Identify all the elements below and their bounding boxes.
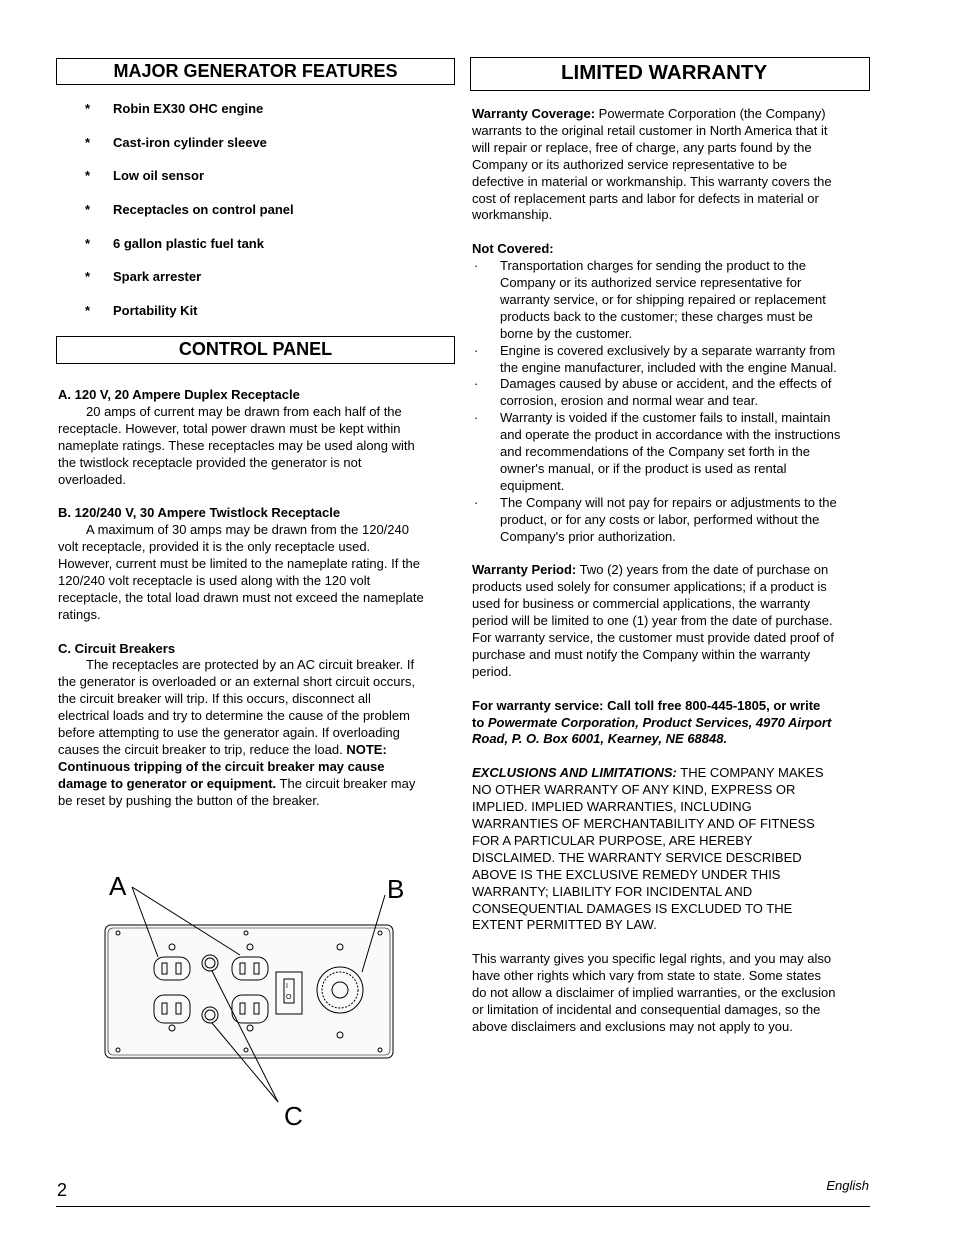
warranty-heading (470, 57, 870, 91)
service-line (472, 715, 872, 732)
callout-b: B (387, 874, 405, 904)
control-panel-diagram (100, 865, 405, 1135)
text-line: be reset by pushing the button of the breaker. (58, 792, 320, 808)
exclusions-label: EXCLUSIONS AND LIMITATIONS: (472, 765, 677, 781)
text-line: owner's manual, or if the product is used as rental (500, 461, 787, 477)
feature-item (85, 236, 264, 251)
text-line: However, current must be limited to the nameplate rating. If the (58, 556, 421, 572)
text-line: equipment. (500, 477, 565, 493)
text-line: corrosion, erosion and normal wear and tear. (500, 393, 758, 409)
bullet-dot: · (474, 376, 479, 392)
text-line: defective in material or workmanship. This warranty covers the (472, 173, 832, 189)
text-line: products used solely for consumer applications; if a product is (472, 579, 827, 595)
address-text: Road, P. O. Box 6001, Kearney, NE 68848. (472, 731, 728, 747)
text-line: or limitation of incidental and consequential damages, so the (472, 1001, 821, 1017)
list-item (472, 410, 872, 495)
bullet-star: * (85, 202, 91, 217)
text-line: Damages caused by abuse or accident, and the effects of (500, 376, 832, 392)
text-line: receptacle. However, total power drawn must be kept within (58, 420, 401, 436)
text-line (472, 562, 872, 579)
section-a-heading: A. 120 V, 20 Ampere Duplex Receptacle (58, 387, 300, 402)
feature-label: Low oil sensor (113, 168, 205, 183)
text-line: above disclaimers and exclusions may not apply to you. (472, 1018, 793, 1034)
list-item (472, 343, 872, 377)
text-span: The circuit breaker may (276, 775, 416, 791)
text-line: FOR A PARTICULAR PURPOSE, ARE HEREBY (472, 832, 753, 848)
feature-item (85, 202, 294, 217)
bullet-star: * (85, 135, 91, 150)
text-line: will repair or replace, free of charge, any parts found by the (472, 139, 812, 155)
bullet-star: * (85, 236, 91, 251)
text-line: Company's prior authorization. (500, 528, 676, 544)
switch-off-label: O (286, 994, 292, 1001)
control-panel-text (58, 387, 458, 810)
features-title: MAJOR GENERATOR FEATURES (113, 61, 398, 81)
service-line: For warranty service: Call toll free 800-445-1805, or write (472, 697, 821, 713)
text-line: 20 amps of current may be drawn from each half of the (86, 403, 402, 419)
text-line: The receptacles are protected by an AC circuit breaker. If (86, 657, 415, 673)
text-line: For warranty service, the customer must provide dated proof of (472, 630, 834, 646)
feature-item (85, 135, 267, 150)
text-line (58, 742, 458, 759)
bullet-dot: · (474, 410, 479, 426)
warranty-title: LIMITED WARRANTY (561, 61, 768, 84)
text-line: Transportation charges for sending the product to the (500, 258, 806, 274)
bullet-dot: · (474, 342, 479, 358)
text-span: Two (2) years from the date of purchase on (576, 562, 829, 578)
text-line (472, 106, 872, 123)
coverage-label: Warranty Coverage: (472, 106, 596, 121)
text-span: to (472, 714, 488, 730)
page-number: 2 (57, 1180, 68, 1200)
bullet-star: * (85, 168, 91, 183)
text-line: period will be limited to one (1) year from the date of purchase. (472, 613, 833, 629)
text-line: Company or its authorized service representative to be (472, 156, 788, 172)
text-line: NO OTHER WARRANTY OF ANY KIND, EXPRESS OR (472, 782, 796, 798)
text-line: EXTENT PERMITTED BY LAW. (472, 917, 657, 933)
text-line: The Company will not pay for repairs or adjustments to the (500, 494, 837, 510)
text-line: have other rights which vary from state to state. Some states (472, 968, 821, 984)
period-label: Warranty Period: (472, 562, 577, 578)
text-line: receptacle, the total load drawn must not exceed the nameplate (58, 589, 424, 605)
bullet-star: * (85, 269, 91, 284)
text-line: purchase and must notify the Company within the warranty (472, 646, 811, 662)
feature-item (85, 303, 198, 318)
text-line: This warranty gives you specific legal rights, and you may also (472, 951, 832, 967)
feature-item (85, 269, 201, 284)
text-line: borne by the customer. (500, 325, 633, 341)
text-line: overloaded. (58, 471, 126, 487)
feature-item (85, 168, 204, 183)
text-line: nameplate ratings. These receptacles may be used along with (58, 437, 415, 453)
feature-label: Robin EX30 OHC engine (113, 101, 264, 116)
text-line: and operate the product in accordance with the instructions (500, 427, 841, 443)
text-line: cost of replacement parts and labor for defects in material or (472, 190, 819, 206)
list-item (472, 376, 872, 410)
text-line: the twistlock receptacle provided the generator is not (58, 454, 362, 470)
text-line: 120/240 volt receptacle is used along with the 120 volt (58, 572, 371, 588)
feature-label: Portability Kit (113, 303, 198, 318)
control-panel-title: CONTROL PANEL (178, 339, 333, 359)
section-c-heading: C. Circuit Breakers (58, 640, 176, 656)
control-panel-heading (56, 336, 455, 364)
note-label: NOTE: (346, 742, 387, 757)
section-b-heading: B. 120/240 V, 30 Ampere Twistlock Receptacle (58, 505, 341, 521)
switch-on-label: I (286, 983, 288, 990)
text-line: Company or its authorized service representative for (500, 275, 802, 291)
features-heading (56, 58, 455, 85)
feature-label: Receptacles on control panel (113, 202, 294, 217)
text-line: WARRANTIES OF MERCHANTABILITY AND OF FITNESS (472, 816, 815, 831)
bullet-star: * (85, 101, 91, 116)
note-text: Continuous tripping of the circuit breaker may cause (58, 758, 385, 774)
text-line: the engine manufacturer, included with the engine Manual. (500, 359, 837, 375)
text-line: electrical loads and try to determine the cause of the problem (58, 708, 410, 724)
text-line: and recommendations of the Company set forth in the (500, 444, 811, 460)
text-line: do not allow a disclaimer of implied warranties, or the exclusion (472, 985, 836, 1001)
bullet-dot: · (474, 258, 479, 274)
bullet-dot: · (474, 494, 479, 510)
text-line: ratings. (58, 606, 101, 622)
text-line: the circuit breaker will trip. If this occurs, disconnect all (58, 691, 371, 707)
address-text: Powermate Corporation, Product Services, 4970 Airport (487, 714, 832, 730)
bullet-star: * (85, 303, 91, 318)
text-line: warranty service, or for shipping repaired or replacement (500, 291, 826, 307)
text-line: before attempting to use the generator again. If overloading (58, 725, 400, 741)
text-line: product, or for any costs or labor, performed without the (500, 511, 820, 527)
text-line: ABOVE IS THE EXCLUSIVE REMEDY UNDER THIS (472, 866, 781, 882)
note-text: damage to generator or equipment. (58, 775, 277, 791)
text-line: IMPLIED. IMPLIED WARRANTIES, INCLUDING (472, 799, 752, 815)
not-covered-heading: Not Covered: (472, 241, 554, 257)
text-span: THE COMPANY MAKES (676, 765, 824, 781)
text-line: products back to the customer; these charges must be (500, 308, 813, 324)
callout-c: C (284, 1101, 303, 1131)
text-line: workmanship. (472, 207, 553, 223)
callout-a: A (109, 871, 127, 901)
text-line: Warranty is voided if the customer fails to install, maintain (500, 410, 831, 426)
text-line (472, 765, 872, 782)
feature-label: Spark arrester (113, 269, 202, 284)
feature-item (85, 101, 263, 116)
text-line (58, 776, 458, 793)
language-label: English (826, 1178, 869, 1193)
list-item (472, 495, 872, 546)
text-line: used for business or commercial applications, the warranty (472, 596, 811, 612)
text-line: CONSEQUENTIAL DAMAGES IS EXCLUDED TO THE (472, 900, 793, 916)
text-line: A maximum of 30 amps may be drawn from the 120/240 (86, 522, 409, 538)
text-line: period. (472, 663, 512, 679)
text-line: warrants to the original retail customer in North America that it (472, 122, 828, 138)
text-span: causes the circuit breaker to trip, reduce the load. (58, 742, 347, 757)
text-line: WARRANTY; LIABILITY FOR INCIDENTAL AND (472, 883, 753, 899)
text-line: the generator is overloaded or an external short circuit occurs, (58, 674, 415, 690)
feature-label: Cast-iron cylinder sleeve (113, 135, 267, 150)
text-line: Engine is covered exclusively by a separate warranty from (500, 342, 836, 358)
text-line: volt receptacle, provided it is the only receptacle used. (58, 539, 371, 555)
footer-divider (56, 1206, 870, 1207)
text-span: Powermate Corporation (the Company) (595, 106, 826, 121)
list-item (472, 258, 872, 343)
feature-label: 6 gallon plastic fuel tank (113, 236, 264, 251)
warranty-text (472, 106, 872, 1036)
text-line: DISCLAIMED. THE WARRANTY SERVICE DESCRIBED (472, 849, 802, 865)
